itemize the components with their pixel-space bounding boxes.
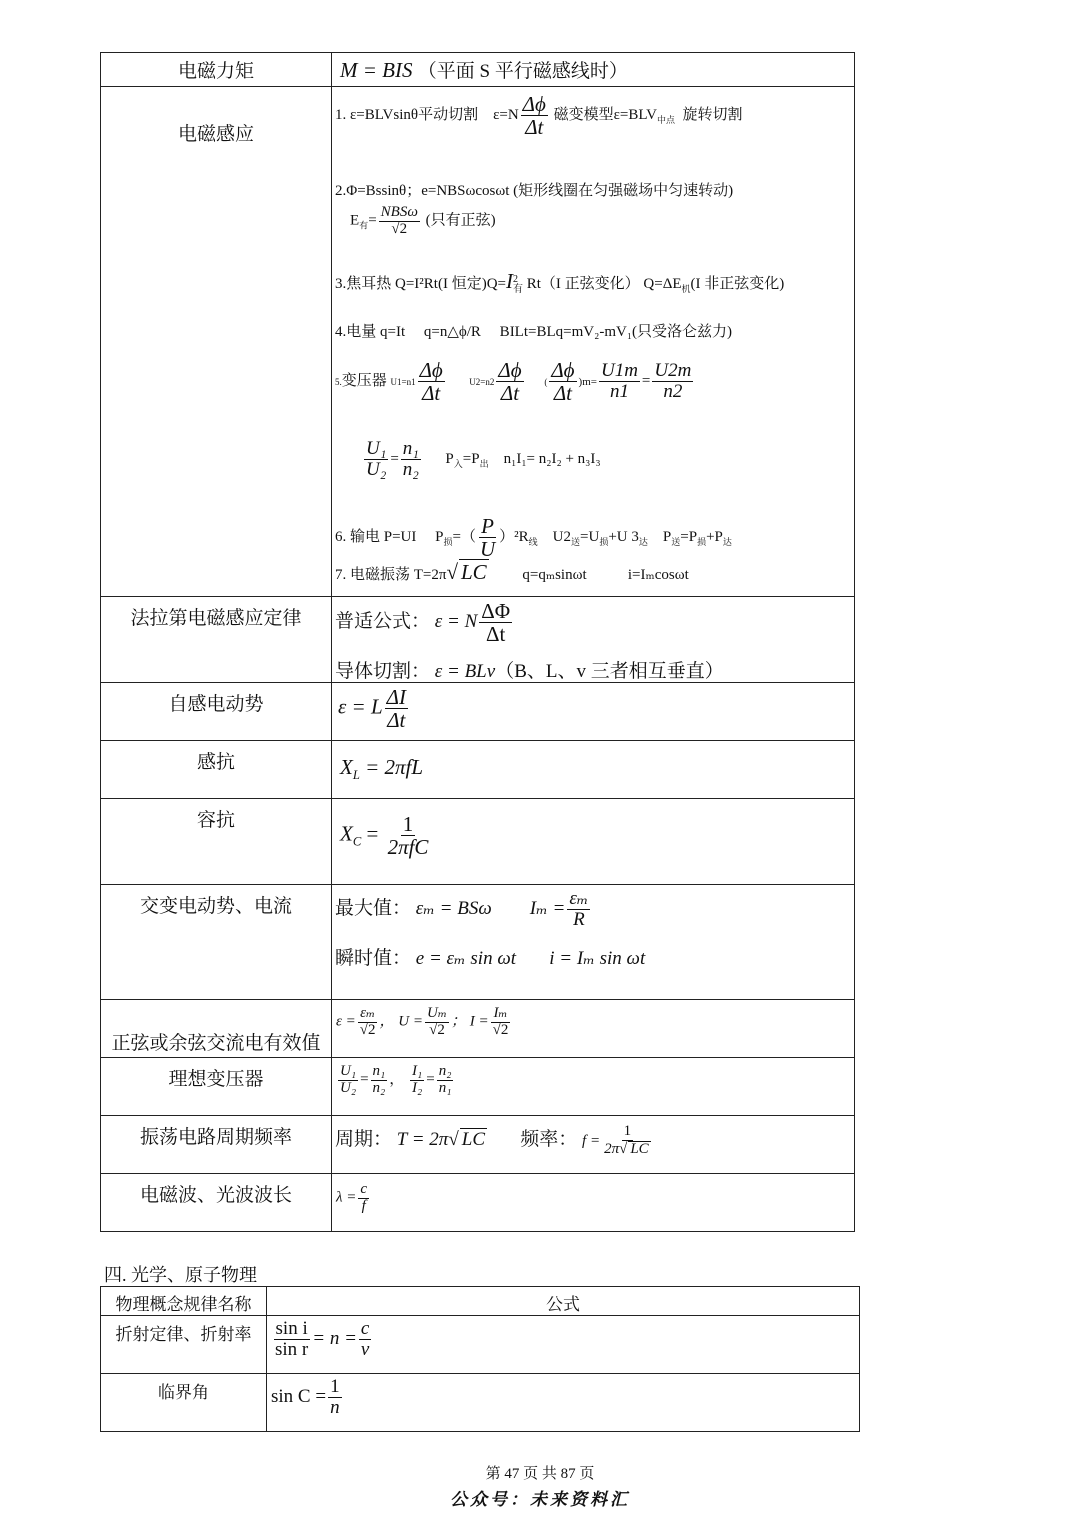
page-number: 第 47 页 共 87 页: [485, 1466, 595, 1482]
table-row: 交变电动势、电流 最大值： εₘ = BSω Iₘ = $\frac{\text{εₘ}}{R}$ 瞬时值： e = εₘ sin ωt i = Iₘ sin ωt: [101, 885, 855, 1000]
table-row: 法拉第电磁感应定律 普适公式： ε = N $\frac{\Delta\Phi}{\Delta t}$ 导体切割： ε = BLv（B、L、v 三者相互垂直）: [101, 597, 855, 683]
induction-line-1: 1. ε=BLVsinθ平动切割 ε=N $\frac{\Delta\phi}{\Delta t}$ 磁变模型$\varepsilon=BLV_{中点}$ 旋转切割: [335, 92, 743, 140]
source-watermark: 公众号：未来资料汇: [450, 1490, 630, 1509]
induction-line-2b: $E_有=$ NBSω √2 (只有正弦): [350, 204, 496, 237]
table-row: 临界角 sin C = $\frac{1}{n}$: [101, 1374, 860, 1432]
table-row: 自感电动势 ε = L $\frac{\Delta I}{\Delta t}$: [101, 683, 855, 741]
row-label: 交变电动势、电流: [101, 885, 332, 1000]
row-label: 感抗: [101, 741, 332, 799]
row-label: 正弦或余弦交流电有效值: [101, 1000, 332, 1058]
col-header-formula: 公式: [267, 1287, 860, 1316]
row-label: 振荡电路周期频率: [101, 1116, 332, 1174]
table-row: 正弦或余弦交流电有效值 ε = $\frac{\text{εₘ}}{√2}$ ， U = $\frac{\text{Uₘ}}{√2}$ ； I = $\frac{\text{Iₘ}}{√2}$: [101, 1000, 855, 1058]
table-row: [101, 53, 855, 87]
table-row: 电磁波、光波波长 λ = $\frac{c}{f}$: [101, 1174, 855, 1232]
torque-formula: M = BIS: [340, 58, 413, 82]
table-row: 容抗 $X_C$ = 1 2πfC: [101, 799, 855, 885]
induction-line-2: 2.Φ=Bssinθ；e=NBSωcosωt (矩形线圈在匀强磁场中匀速转动): [335, 183, 734, 199]
row-label: 电磁波、光波波长: [101, 1174, 332, 1232]
induction-line-3: 3.焦耳热 Q=I²Rt(I 恒定)Q=I 2 有 Rt（I 正弦变化） $Q=\Delta E_机(I$ 非正弦变化): [335, 269, 785, 295]
table-row: 折射定律、折射率 $\frac{\text{sin i}}{\text{sin r}}$ = n = $\frac{c}{v}$: [101, 1316, 860, 1374]
row-label: 自感电动势: [101, 683, 332, 741]
table-row: 振荡电路周期频率 周期： T = 2π√ LC 频率： f = $\frac{1}{2\pi√ LC}$: [101, 1116, 855, 1174]
induction-line-7: 7. 电磁振荡 T=2π√ LC q=qₘsinωt i=Iₘcosωt: [335, 560, 689, 584]
table-row: 理想变压器 $\frac{\text{U₁}}{\text{U₂}}$ = $\frac{\text{n₁}}{\text{n₂}}$ ， $\frac{\text{I₁}}{\text{I₂}}$ = $\frac{\text{n₂}}{\text{n₁}}$: [101, 1058, 855, 1116]
row-label: 临界角: [101, 1374, 267, 1432]
induction-line-4: 4.电量 q=It q=n△ϕ/R BILt=BLq=mV₂-mV₁(只受洛仑兹力): [335, 324, 733, 340]
row-label: 折射定律、折射率: [101, 1316, 267, 1374]
table-header-row: [101, 1287, 860, 1316]
row-label: 电磁感应: [101, 87, 332, 597]
row-label: 法拉第电磁感应定律: [101, 597, 332, 683]
induction-line-5: 5.变压器 U1=n1 $\frac{\Delta\phi}{\Delta t}$ U2=n2 $\frac{\Delta\phi}{\Delta t}$ ( $\frac{\Delta\phi}{\Delta t}$ )m= $\frac{U1m}{n1}$ = $\frac{U2m}{n2}$: [335, 358, 692, 406]
induction-line-5b: $\frac{\text{U₁}}{\text{U₂}}$ = $\frac{\text{n₁}}{\text{n₂}}$ $P_入=P_出$ n₁I₁= n₂I₂ + n₃I₃: [366, 438, 601, 480]
table-row: 感抗 $X_L = 2\pi fL$: [101, 741, 855, 799]
col-header-name: 物理概念规律名称: [101, 1287, 267, 1316]
torque-note: （平面 S 平行磁感线时）: [417, 61, 628, 82]
row-label: 理想变压器: [101, 1058, 332, 1116]
row-label: 电磁力矩: [101, 53, 332, 87]
table-row: [101, 87, 855, 597]
row-label: 容抗: [101, 799, 332, 885]
formula-table: [100, 52, 855, 1232]
section-heading: 四. 光学、原子物理: [104, 1265, 257, 1285]
optics-table: [100, 1286, 860, 1432]
induction-line-6: 6. 输电 P=UI $P_损=$（ $\frac{P}{U}$ ）$^2R_线$ $U2_送=U_损+U$ $3_达$ $P_送=P_损+P_达$: [335, 514, 732, 562]
